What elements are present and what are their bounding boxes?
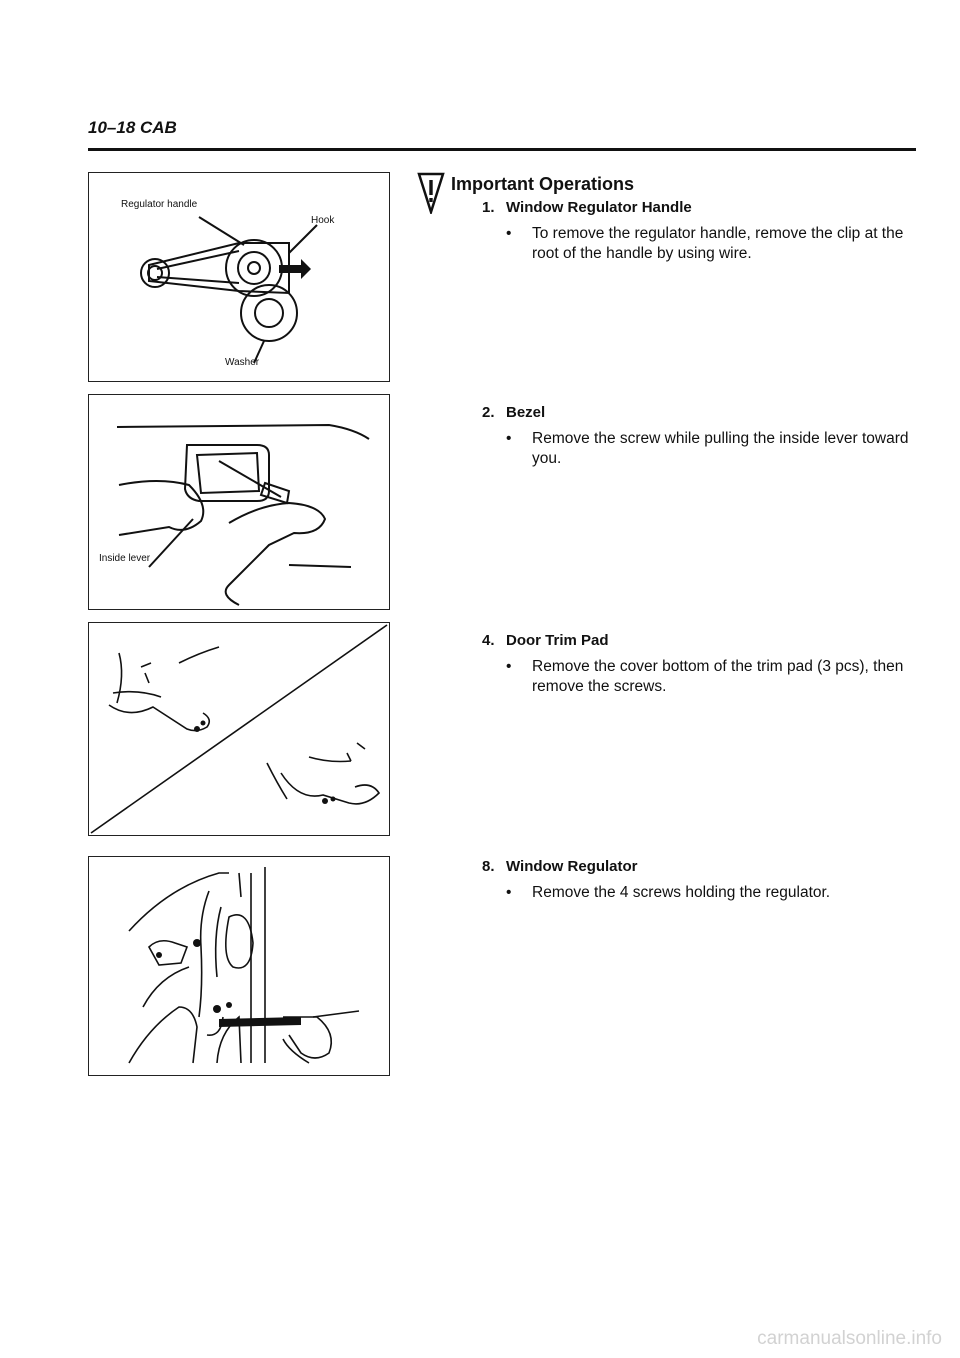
figure-window-regulator [88, 856, 390, 1076]
watermark: carmanualsonline.info [757, 1328, 942, 1349]
figure-regulator-handle [88, 172, 390, 382]
page-header: 10–18 CAB [88, 118, 177, 137]
bezel-illustration [89, 395, 389, 609]
step-2-heading [482, 404, 545, 421]
step-title: Window Regulator Handle [506, 199, 692, 216]
step-8-heading [482, 858, 638, 875]
header-rule [88, 148, 916, 151]
label-washer: Washer [225, 357, 260, 368]
step-1-heading [482, 199, 692, 216]
step-number: 2. [482, 404, 495, 421]
step-2-text: Remove the screw while pulling the inside lever toward you. [532, 430, 909, 467]
bullet-dot: • [506, 225, 512, 242]
step-number: 1. [482, 199, 495, 216]
step-number: 8. [482, 858, 495, 875]
label-regulator-handle: Regulator handle [121, 199, 198, 210]
label-inside-lever: Inside lever [99, 553, 151, 564]
step-1-text: To remove the regulator handle, remove the clip at the root of the handle by using wire. [532, 225, 904, 262]
figure-door-trim-pad [88, 622, 390, 836]
step-title: Bezel [506, 404, 546, 421]
step-title: Window Regulator [506, 858, 638, 875]
warning-icon [417, 172, 445, 214]
bullet-dot: • [506, 430, 512, 447]
figure-bezel [88, 394, 390, 610]
label-hook: Hook [311, 215, 335, 226]
step-number: 4. [482, 632, 495, 649]
step-8-text: Remove the 4 screws holding the regulator. [532, 884, 831, 901]
bullet-dot: • [506, 884, 512, 901]
section-heading: Important Operations [451, 174, 635, 194]
step-4-heading [482, 632, 609, 649]
step-title: Door Trim Pad [506, 632, 609, 649]
window-regulator-illustration [89, 857, 389, 1075]
step-4-text: Remove the cover bottom of the trim pad (3 pcs), then remove the screws. [532, 658, 904, 695]
bullet-dot: • [506, 658, 512, 675]
door-trim-pad-illustration [89, 623, 389, 835]
